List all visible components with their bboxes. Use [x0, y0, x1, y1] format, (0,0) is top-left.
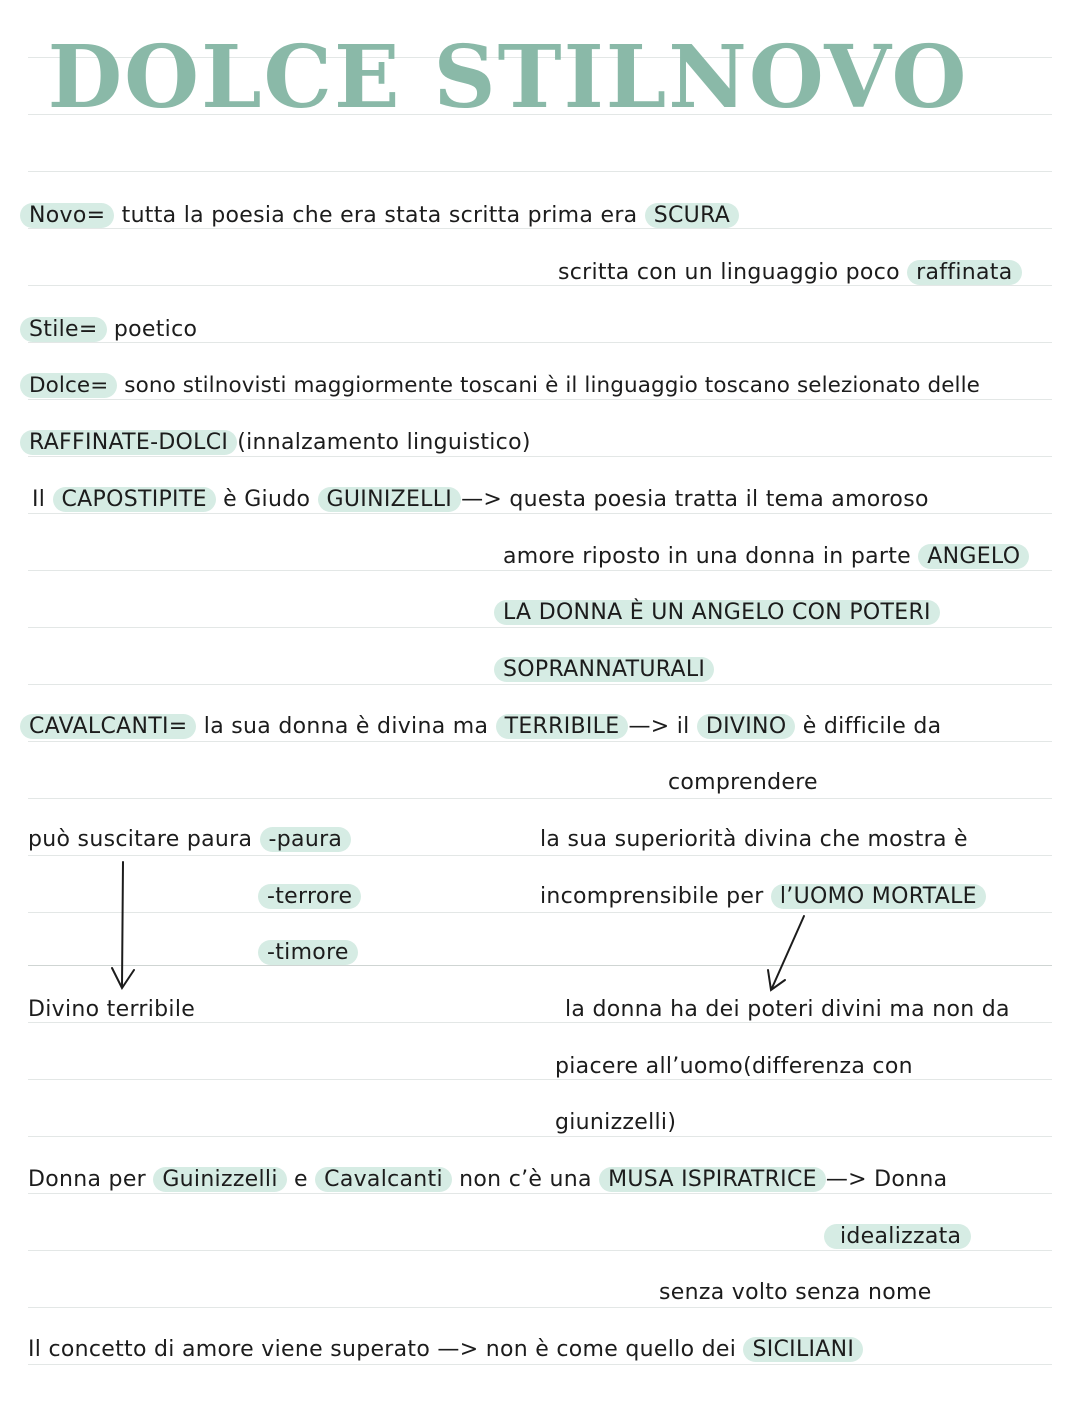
highlight-uomo-mortale: l’UOMO MORTALE [771, 884, 986, 909]
highlight-dolce: Dolce= [20, 373, 117, 398]
highlight-terribile: TERRIBILE [496, 714, 629, 739]
note-amore: amore riposto in una donna in parte ANGELO [503, 542, 1029, 572]
highlight-capostipite: CAPOSTIPITE [53, 487, 216, 512]
arrow-down-left [112, 862, 134, 988]
highlight-musa: MUSA ISPIRATRICE [599, 1167, 826, 1192]
note-poteri: la donna ha dei poteri divini ma non da [565, 997, 1010, 1022]
note-giunizzelli: giunizzelli) [555, 1110, 677, 1135]
highlight-raffinata: raffinata [907, 260, 1021, 285]
note-angelo-1 [494, 598, 940, 628]
note-divino-terribile: Divino terribile [28, 997, 196, 1022]
page-title: DOLCE STILNOVO [47, 27, 969, 128]
highlight-guinizzelli: Guinizzelli [153, 1167, 286, 1192]
note-capostipite: Il CAPOSTIPITE è Giudo GUINIZELLI —> questa poesia tratta il tema amoroso [32, 487, 929, 512]
highlight-idealizzata: idealizzata [824, 1224, 971, 1249]
note-angelo-2 [494, 655, 714, 685]
highlight-soprannaturali: SOPRANNATURALI [494, 657, 714, 682]
note-donna: Donna per Guinizzelli e Cavalcanti non c’è una MUSA ISPIRATRICE —> Donna [28, 1167, 948, 1192]
note-stile: Stile= poetico [20, 315, 197, 345]
highlight-angelo: ANGELO [918, 544, 1029, 569]
note-superiorita: la sua superiorità divina che mostra è [540, 827, 968, 852]
highlight-timore: -timore [258, 940, 358, 965]
highlight-raffinate-dolci: RAFFINATE-DOLCI [20, 430, 237, 455]
highlight-guinizelli: GUINIZELLI [318, 487, 462, 512]
highlight-cavalcanti-2: Cavalcanti [315, 1167, 452, 1192]
note-dolce-continued: RAFFINATE-DOLCI (innalzamento linguistico) [20, 428, 531, 458]
note-concetto: Il concetto di amore viene superato —> non è come quello dei SICILIANI [28, 1335, 863, 1365]
note-senza-volto: senza volto senza nome [659, 1280, 932, 1305]
highlight-novo: Novo= [20, 203, 114, 228]
highlight-siciliani: SICILIANI [743, 1337, 863, 1362]
highlight-terrore: -terrore [258, 884, 361, 909]
highlight-stile: Stile= [20, 317, 107, 342]
highlight-divino: DIVINO [697, 714, 796, 739]
note-paura: può suscitare paura -paura [28, 825, 351, 855]
note-comprendere: comprendere [668, 770, 818, 795]
note-timore [258, 938, 358, 968]
note-terrore [258, 882, 361, 912]
note-dolce: Dolce= sono stilnovisti maggiormente toscani è il linguaggio toscano selezionato delle [20, 371, 980, 401]
highlight-paura: -paura [260, 827, 352, 852]
arrow-down-right [768, 916, 804, 990]
note-novo: Novo= tutta la poesia che era stata scritta prima era SCURA [20, 201, 739, 231]
highlight-scura: SCURA [645, 203, 739, 228]
highlight-cavalcanti: CAVALCANTI= [20, 714, 196, 739]
note-idealizzata [824, 1222, 971, 1252]
highlight-donna-angelo: LA DONNA È UN ANGELO CON POTERI [494, 600, 940, 625]
note-novo-continued: scritta con un linguaggio poco raffinata [558, 258, 1022, 288]
note-incomprensibile: incomprensibile per l’UOMO MORTALE [540, 882, 986, 912]
note-piacere: piacere all’uomo(differenza con [555, 1054, 913, 1079]
note-cavalcanti: CAVALCANTI= la sua donna è divina ma TERRIBILE —> il DIVINO è difficile da [20, 712, 941, 742]
